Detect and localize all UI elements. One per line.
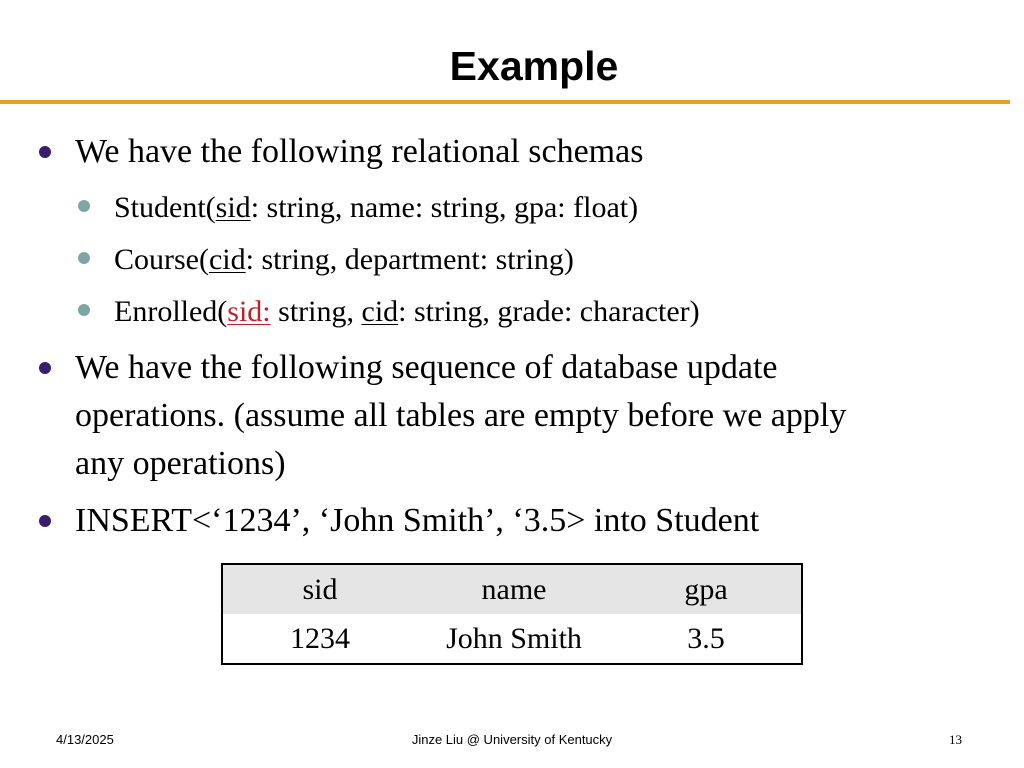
- sub-bullet-course: [114, 234, 574, 286]
- bullet-schemas: [75, 128, 643, 176]
- primary-key: cid: [208, 243, 246, 276]
- column-header-sid: sid: [302, 572, 338, 606]
- sub-bullet-dot-icon: [77, 234, 91, 282]
- schema-attributes: string,: [270, 295, 362, 328]
- column-header-name: name: [481, 572, 547, 606]
- cell-gpa: 3.5: [687, 621, 725, 655]
- bullet-dot-icon: [38, 344, 52, 392]
- bullet-dot-icon: [38, 497, 52, 545]
- sub-bullet-enrolled: [114, 286, 700, 338]
- cell-name: John Smith: [446, 621, 582, 655]
- schema-name: Enrolled(: [114, 295, 228, 328]
- bullet-text: We have the following relational schemas: [75, 133, 644, 170]
- table-header-row: [222, 564, 802, 614]
- title-divider: [0, 100, 1010, 104]
- column-header-gpa: gpa: [684, 572, 728, 606]
- primary-key: cid: [361, 295, 399, 328]
- slide-title: Example: [449, 43, 619, 89]
- footer-date: 4/13/2025: [56, 732, 114, 747]
- sub-bullet-dot-icon: [77, 182, 91, 230]
- page-number: 13: [949, 732, 962, 747]
- bullet-insert: [75, 497, 759, 545]
- schema-attributes: : string, grade: character): [398, 295, 700, 328]
- student-table: [221, 563, 803, 665]
- bullet-text: INSERT<‘1234’, ‘John Smith’, ‘3.5> into Student: [75, 502, 760, 539]
- bullet-operations: [75, 344, 846, 488]
- schema-attributes: : string, department: string): [245, 243, 574, 276]
- schema-name: Course(: [114, 243, 209, 276]
- foreign-key-sid: sid:: [227, 295, 271, 328]
- sub-bullet-dot-icon: [77, 286, 91, 334]
- primary-key: sid: [215, 191, 251, 224]
- bullet-dot-icon: [38, 128, 52, 176]
- bullet-text-line: We have the following sequence of database update: [75, 349, 778, 386]
- bullet-text-line: operations. (assume all tables are empty before we apply: [75, 397, 847, 434]
- schema-name: Student(: [114, 191, 216, 224]
- table-row: [222, 614, 802, 664]
- sub-bullet-student: [114, 182, 638, 234]
- bullet-text-line: any operations): [75, 445, 286, 482]
- footer-author: Jinze Liu @ University of Kentucky: [411, 732, 613, 747]
- cell-sid: 1234: [290, 621, 350, 655]
- schema-attributes: : string, name: string, gpa: float): [250, 191, 639, 224]
